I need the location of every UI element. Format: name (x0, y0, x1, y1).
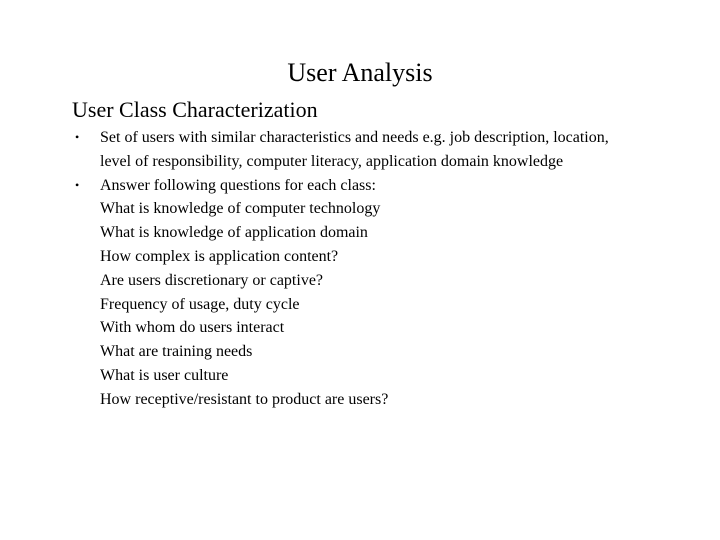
question-list (72, 197, 692, 411)
question-item: What is user culture (100, 366, 229, 384)
question-item: How receptive/resistant to product are users? (100, 390, 389, 408)
bullet-marker: • (75, 130, 80, 144)
question-item: With whom do users interact (100, 319, 285, 337)
bullet-line: Answer following questions for each class: (100, 176, 376, 194)
slide-subtitle: User Class Characterization (72, 97, 318, 122)
bullet-text (100, 126, 692, 174)
question-item: Frequency of usage, duty cycle (100, 295, 300, 313)
question-item: Are users discretionary or captive? (100, 271, 324, 289)
slide-title: User Analysis (287, 58, 433, 87)
bullet-line: Set of users with similar characteristics and needs e.g. job description, location, (100, 129, 609, 146)
bullet-item (72, 126, 692, 174)
bullet-marker: • (75, 177, 80, 192)
bullet-text (100, 174, 692, 198)
question-item: How complex is application content? (100, 247, 339, 265)
question-item: What is knowledge of computer technology (100, 200, 381, 218)
bullet-line: level of responsibility, computer literacy, application domain knowledge (100, 152, 564, 170)
question-item: What are training needs (100, 343, 253, 361)
question-item: What is knowledge of application domain (100, 224, 368, 242)
bullet-item (72, 174, 692, 198)
slide-body (72, 126, 692, 412)
